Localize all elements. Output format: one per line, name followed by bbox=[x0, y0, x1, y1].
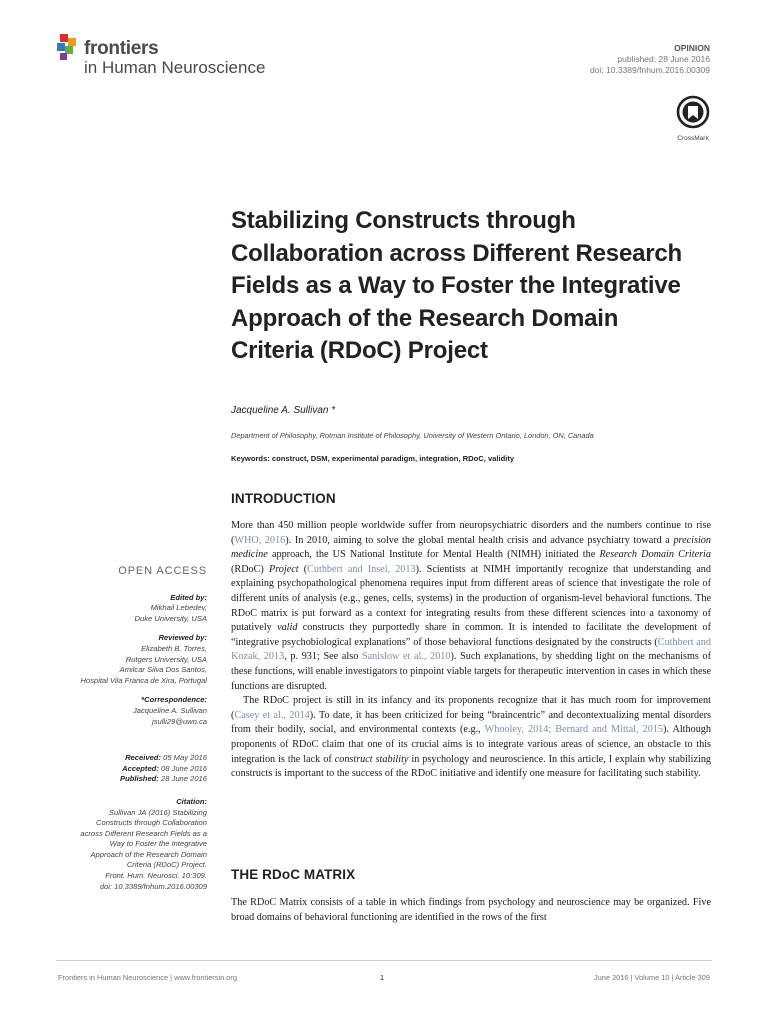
journal-name: in Human Neuroscience bbox=[84, 58, 266, 77]
article-meta bbox=[590, 43, 710, 76]
page-number: 1 bbox=[380, 973, 385, 982]
citation-link[interactable]: Casey et al., 2014 bbox=[234, 709, 310, 721]
edited-by-label: Edited by: bbox=[170, 592, 207, 602]
citation-line: Way to Foster the Integrative bbox=[109, 839, 207, 849]
published-date: 28 June 2016 bbox=[160, 774, 207, 784]
paragraph: The RDoC project is still in its infancy and its proponents recognize that it has much room for improvement (Casey et al., 2014). To date, it has been criticized for being “braincentric” and decontextualizing mental disorders from their bodily, social, and environmental contexts (e.g., Whooley, 2014; Bernard and Mittal, 2015). Although proponents of RDoC claim that one of its crucial aims is to integrate various areas of science, an obstacle to this integration is the lack of construct stability in psychology and neuroscience. In this article, I explain why stabilizing constructs is important to the success of the RDoC initiative and identify one measure for facilitating such stability. bbox=[231, 695, 712, 780]
emphasis-text: Project bbox=[268, 563, 299, 575]
article-type: OPINION bbox=[674, 43, 710, 53]
citation-line: across Different Research Fields as a bbox=[80, 828, 207, 838]
author-affiliation: Department of Philosophy, Rotman Institute of Philosophy, University of Western Ontario, London, ON, Canada bbox=[231, 431, 594, 440]
reviewer-affiliation: Rutgers University, USA bbox=[125, 654, 207, 664]
emphasis-text: valid bbox=[277, 622, 298, 634]
paragraph: More than 450 million people worldwide suffer from neuropsychiatric disorders and the numbers continue to rise (WHO, 2016). In 2010, aiming to solve the global mental health crisis and advance psychiatry toward a precision medicine approach, the US National Institute for Mental Health (NIMH) initiated the Research Domain Criteria (RDoC) Project (Cuthbert and Insel, 2013). Scientists at NIMH importantly recognize that understanding and explaining psychopathological phenomena requires input from different areas of science that investigate the role of different units of analysis (e.g., genes, cells, systems) in the production of organism-level behavioral functions. The RDoC matrix is put forward as a context for integrating results from these different sciences into a taxonomy of putatively valid constructs they purportedly share in common. It is intended to facilitate the development of “integrative psychobiological explanations” of those behavioral functions designated by the constructs (Cuthbert and Kozak, 2013, p. 931; See also Sanislow et al., 2010). Such explanations, by shedding light on the mechanisms of these functions, will enable investigators to pinpoint viable targets for therapeutic intervention in cases in which these functions are disrupted. bbox=[231, 520, 712, 692]
emphasis-text: Research Domain Criteria bbox=[599, 549, 711, 561]
correspondence-label: *Correspondence: bbox=[141, 695, 207, 705]
article-sidebar bbox=[60, 566, 207, 901]
frontiers-logo-icon bbox=[56, 33, 80, 63]
paragraph: The RDoC Matrix consists of a table in which findings from psychology and neuroscience may be organized. Five broad domains of behavioral functioning are identified in the rows of the first bbox=[231, 897, 711, 923]
emphasis-text: construct stability bbox=[334, 753, 409, 765]
dates-block bbox=[60, 753, 207, 785]
section-heading-introduction: INTRODUCTION bbox=[231, 491, 336, 506]
editor-name[interactable]: Mikhail Lebedev, bbox=[150, 603, 207, 613]
citation-label: Citation: bbox=[176, 796, 207, 806]
citation-line: Constructs through Collaboration bbox=[95, 818, 207, 828]
correspondence-email[interactable]: jsulli29@uwo.ca bbox=[152, 716, 207, 726]
received-row bbox=[60, 753, 207, 764]
citation-line: Approach of the Research Domain bbox=[90, 849, 207, 859]
citation-link[interactable]: Cuthbert and Insel, 2013 bbox=[307, 563, 416, 575]
citation-line: Criteria (RDoC) Project. bbox=[126, 860, 207, 870]
author-name[interactable]: Jacqueline A. Sullivan * bbox=[231, 405, 336, 416]
correspondence-block bbox=[60, 695, 207, 727]
rdoc-matrix-body bbox=[231, 896, 711, 925]
reviewer-affiliation: Hospital Vila Franca de Xira, Portugal bbox=[80, 675, 207, 685]
footer-issue-info: June 2016 | Volume 10 | Article 309 bbox=[593, 973, 710, 982]
reviewer-name[interactable]: Amilcar Silva Dos Santos, bbox=[119, 665, 207, 675]
crossmark-icon bbox=[671, 95, 715, 129]
published-label: Published: bbox=[120, 774, 159, 784]
reviewed-by-label: Reviewed by: bbox=[158, 633, 207, 643]
received-label: Received: bbox=[125, 753, 161, 763]
citation-block bbox=[60, 797, 207, 892]
crossmark-label: CrossMark bbox=[677, 135, 709, 142]
citation-line: Sullivan JA (2016) Stabilizing bbox=[108, 807, 207, 817]
received-date: 05 May 2016 bbox=[163, 753, 207, 763]
edited-by-block bbox=[60, 593, 207, 625]
accepted-label: Accepted: bbox=[122, 763, 159, 773]
editor-affiliation: Duke University, USA bbox=[134, 613, 207, 623]
citation-link[interactable]: Sanislow et al., 2010 bbox=[361, 651, 451, 663]
reviewed-by-block bbox=[60, 633, 207, 686]
article-doi[interactable]: doi: 10.3389/fnhum.2016.00309 bbox=[589, 65, 710, 75]
journal-brand: frontiers bbox=[84, 38, 159, 59]
footer-journal-link[interactable]: Frontiers in Human Neuroscience | www.frontiersin.org bbox=[58, 973, 237, 982]
keywords: Keywords: construct, DSM, experimental paradigm, integration, RDoC, validity bbox=[231, 454, 515, 463]
open-access-label: OPEN ACCESS bbox=[118, 565, 207, 577]
emphasis-text: precision medicine bbox=[231, 534, 711, 561]
introduction-body bbox=[231, 519, 711, 782]
citation-link[interactable]: WHO, 2016 bbox=[234, 534, 286, 546]
accepted-date: 08 June 2016 bbox=[160, 763, 207, 773]
correspondence-name: Jacqueline A. Sullivan bbox=[132, 705, 207, 715]
section-heading-rdoc-matrix: THE RDoC MATRIX bbox=[231, 867, 356, 882]
published-row bbox=[60, 774, 207, 785]
citation-line: doi: 10.3389/fnhum.2016.00309 bbox=[99, 881, 207, 891]
reviewer-name[interactable]: Elizabeth B. Torres, bbox=[141, 643, 207, 653]
publish-date: published: 28 June 2016 bbox=[617, 54, 710, 64]
citation-link[interactable]: Cuthbert and Kozak, 2013 bbox=[231, 636, 711, 663]
citation-line: Front. Hum. Neurosci. 10:309. bbox=[105, 871, 207, 881]
accepted-row bbox=[60, 764, 207, 775]
footer-divider bbox=[56, 960, 712, 961]
citation-link[interactable]: Whooley, 2014; Bernard and Mittal, 2015 bbox=[484, 724, 663, 736]
crossmark-badge[interactable] bbox=[671, 95, 715, 142]
article-title: Stabilizing Constructs through Collaboration across Different Research Fields as a Way to Foster the Integrative Approach of the Research Domain Criteria (RDoC) Project bbox=[231, 207, 683, 364]
